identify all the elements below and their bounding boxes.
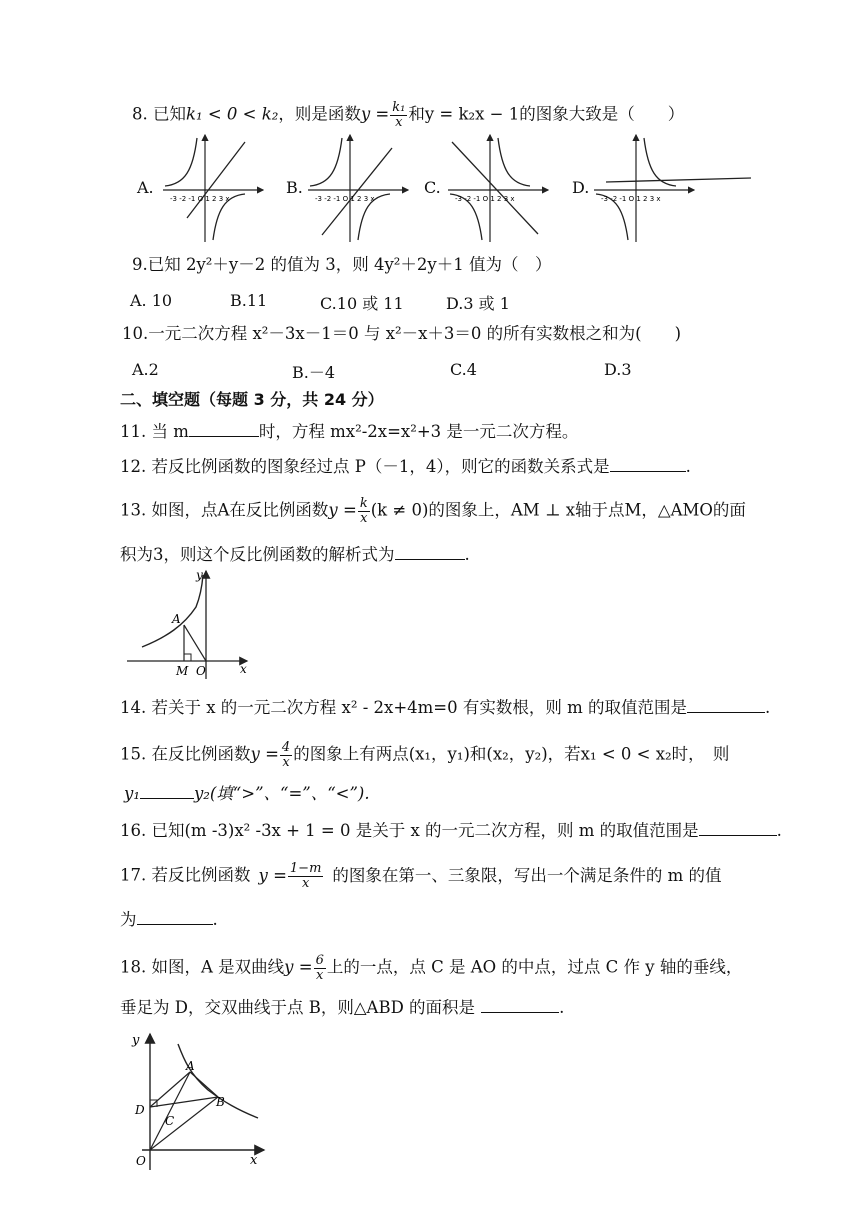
q8-fraction-den: x: [395, 114, 403, 130]
q13-fig-label-x: x: [240, 662, 247, 676]
q17-prefix: 17. 若反比例函数: [120, 865, 251, 885]
q13-fraction: [358, 497, 370, 525]
q9-option-a: A. 10: [130, 291, 173, 310]
q13-answer-blank[interactable]: [395, 545, 465, 560]
q18-fig-label-x: x: [250, 1153, 258, 1168]
q10-option-c: C.4: [450, 360, 477, 379]
q18-line2-prefix: 垂足为 D，交双曲线于点 B，则△ABD 的面积是: [120, 998, 476, 1017]
q9-stem: 9.已知 2y²＋y－2 的值为 3，则 4y²＋2y＋1 值为（ ）: [132, 255, 552, 274]
q10-option-d: D.3: [604, 360, 632, 379]
q11-suffix: 时，方程 mx²-2x=x²+3 是一元二次方程。: [258, 422, 579, 441]
q18-fig-label-o: O: [136, 1154, 146, 1168]
q13-fig-label-o: O: [196, 664, 206, 678]
q13-fig-label-y: y: [196, 568, 203, 582]
q14-prefix: 14. 若关于 x 的一元二次方程 x² - 2x+4m=0 有实数根，则 m 的取值范围是: [120, 698, 687, 717]
q8-option-b-label: B.: [286, 178, 303, 197]
q13-line2-prefix: 积为3，则这个反比例函数的解析式为: [120, 545, 395, 564]
q18-fig-label-d: D: [135, 1103, 145, 1117]
q8-condition: k₁ < 0 < k₂: [186, 104, 279, 124]
q17-suffix: 的图象在第一、三象限，写出一个满足条件的 m 的值: [332, 865, 722, 885]
q16-stem: [120, 821, 782, 840]
q17-fraction: [288, 862, 324, 890]
q18-fig-label-b: B: [216, 1095, 225, 1109]
q18-fraction-num: 6: [315, 953, 324, 968]
q15-line2-suffix: y₂(填“>”、“=”、“<”).: [193, 784, 370, 803]
q15-prefix: 15. 在反比例函数: [120, 744, 251, 764]
q8-option-d-label: D.: [572, 178, 590, 197]
q8-graph-c: [448, 135, 548, 242]
q18-fig-label-a: A: [186, 1059, 195, 1073]
q8-graph-d-xticks: -3 -2 -1 O 1 2 3 x: [601, 195, 661, 203]
q8-graph-d: [594, 135, 751, 242]
q17-line2-prefix: 为: [120, 910, 137, 929]
q18-fraction: [314, 954, 326, 982]
q13-figure: [122, 567, 262, 682]
q15-fraction: [280, 741, 292, 769]
q13-fraction-num: k: [359, 496, 368, 511]
q18-stem: [120, 954, 742, 982]
q18-answer-blank[interactable]: [481, 998, 559, 1013]
q14-suffix: .: [765, 698, 771, 717]
q15-answer-blank[interactable]: [140, 784, 194, 799]
q8-graph-c-xticks: -3 -2 -1 O 1 2 3 x: [455, 195, 515, 203]
q8-fraction-num: k₁: [392, 100, 406, 115]
q10-option-b: B.－4: [292, 363, 336, 382]
q11-prefix: 11. 当 m: [120, 422, 189, 441]
q8-y-equals: y =: [360, 104, 390, 124]
q17-line2: [120, 910, 218, 929]
q18-y-equals: y =: [284, 957, 313, 977]
q13-prefix: 13. 如图，点A在反比例函数: [120, 500, 329, 520]
q12-answer-blank[interactable]: [610, 457, 686, 472]
q11-answer-blank[interactable]: [189, 422, 259, 437]
q13-fig-label-a: A: [172, 612, 181, 626]
q8-graph-a: [163, 135, 263, 242]
q17-stem: [120, 862, 722, 890]
q12-stem: [120, 457, 691, 476]
q8-number: 8.: [132, 104, 148, 124]
q15-y-equals: y =: [250, 744, 279, 764]
q17-fraction-num: 1−m: [289, 861, 322, 876]
q8-middle: ，则是函数: [278, 104, 361, 124]
q17-y-equals: y =: [258, 865, 287, 885]
q15-suffix: 的图象上有两点(x₁，y₁)和(x₂，y₂)，若x₁ < 0 < x₂时， 则: [293, 744, 730, 764]
q11-stem: [120, 422, 578, 441]
q18-fig-label-c: C: [165, 1114, 175, 1128]
q9-option-b: B.11: [230, 291, 268, 310]
q16-answer-blank[interactable]: [699, 821, 777, 836]
q15-fraction-den: x: [282, 754, 290, 770]
q16-prefix: 16. 已知(m -3)x² -3x + 1 = 0 是关于 x 的一元二次方程，则 m 的取值范围是: [120, 821, 699, 840]
q12-prefix: 12. 若反比例函数的图象经过点 P（－1，4），则它的函数关系式是: [120, 457, 610, 476]
q10-option-a: A.2: [132, 360, 159, 379]
q10-stem: 10.一元二次方程 x²－3x－1＝0 与 x²－x＋3＝0 的所有实数根之和为( ): [122, 324, 682, 343]
q17-line2-suffix: .: [212, 910, 218, 929]
q8-graph-b: [308, 135, 408, 242]
q8-graph-b-xticks: -3 -2 -1 O 1 2 3 x: [315, 195, 375, 203]
q13-fraction-den: x: [360, 510, 368, 526]
q13-line2-suffix: .: [464, 545, 470, 564]
section-2-heading: 二、填空题（每题 3 分，共 24 分）: [120, 390, 384, 409]
q13-line2: [120, 545, 470, 564]
q18-fig-label-y: y: [132, 1033, 140, 1048]
q13-fig-label-m: M: [176, 664, 189, 678]
q15-stem: [120, 741, 729, 769]
q18-fraction-den: x: [316, 967, 324, 983]
q18-prefix: 18. 如图，A 是双曲线: [120, 957, 285, 977]
q8-option-c-label: C.: [424, 178, 441, 197]
q8-option-a-label: A.: [137, 178, 154, 197]
q8-prefix: 已知: [153, 104, 186, 124]
q8-graph-a-xticks: -3 -2 -1 O 1 2 3 x: [170, 195, 230, 203]
q16-suffix: .: [776, 821, 782, 840]
q14-answer-blank[interactable]: [687, 698, 765, 713]
q8-stem: [132, 101, 684, 129]
q15-line2: [124, 784, 370, 803]
q18-figure: [128, 1030, 278, 1175]
q14-stem: [120, 698, 770, 717]
q9-option-c: C.10 或 11: [320, 294, 404, 313]
q17-fraction-den: x: [301, 875, 310, 891]
q15-fraction-num: 4: [281, 740, 291, 755]
q18-suffix: 上的一点，点 C 是 AO 的中点，过点 C 作 y 轴的垂线，: [326, 957, 743, 977]
q18-line2: [120, 998, 564, 1017]
q13-suffix: (k ≠ 0)的图象上，AM ⊥ x轴于点M，△AMO的面: [370, 500, 746, 520]
q12-suffix: .: [685, 457, 691, 476]
q18-line2-suffix: .: [559, 998, 565, 1017]
q13-stem: [120, 497, 746, 525]
q8-tail: 和y = k₂x − 1的图象大致是（ ）: [408, 104, 685, 124]
q17-answer-blank[interactable]: [137, 910, 213, 925]
q15-line2-prefix: y₁: [124, 784, 140, 803]
q9-option-d: D.3 或 1: [446, 294, 510, 313]
q13-y-equals: y =: [328, 500, 357, 520]
q8-fraction: [390, 101, 407, 129]
